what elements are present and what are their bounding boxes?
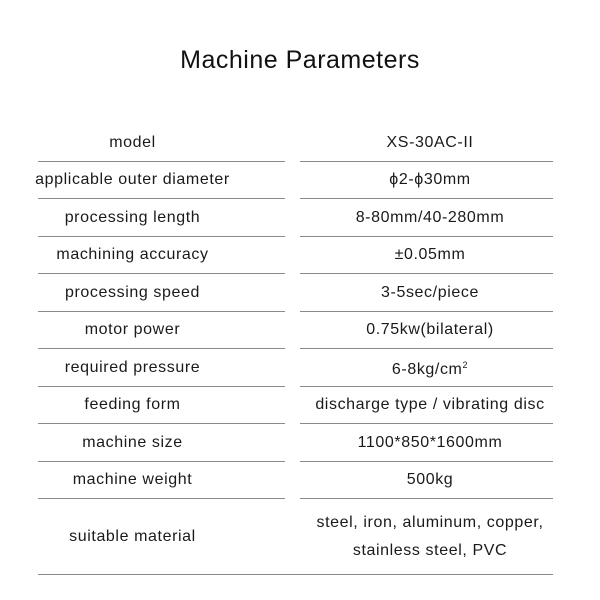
- table-row: [0, 349, 600, 387]
- row-label: suitable material: [69, 528, 196, 545]
- page-title: Machine Parameters: [180, 46, 420, 74]
- table-row: [0, 162, 600, 200]
- table-row: [0, 499, 600, 575]
- row-value: [285, 351, 575, 384]
- row-value: 0.75kw(bilateral): [366, 321, 494, 339]
- row-label: motor power: [84, 321, 181, 339]
- row-value: discharge type / vibrating disc: [315, 396, 545, 414]
- table-row: [0, 424, 600, 462]
- row-value-line: steel, iron, aluminum, copper,: [316, 514, 544, 531]
- row-value: ±0.05mm: [394, 246, 466, 264]
- row-value: 8-80mm/40-280mm: [355, 208, 505, 226]
- row-label: applicable outer diameter: [35, 171, 230, 189]
- row-label: machine weight: [72, 471, 193, 489]
- row-value: XS-30AC-II: [386, 133, 474, 151]
- row-value: [285, 509, 575, 565]
- row-value: 1100*850*1600mm: [357, 433, 503, 451]
- table-row: [0, 312, 600, 350]
- row-label: processing speed: [64, 283, 200, 301]
- table-row: [0, 387, 600, 425]
- row-value: 3-5sec/piece: [381, 283, 479, 301]
- row-value-text: 6-8kg/cm: [391, 361, 463, 379]
- table-row: [0, 199, 600, 237]
- row-label: machining accuracy: [56, 246, 209, 264]
- row-label: model: [109, 133, 156, 151]
- table-row: [0, 124, 600, 162]
- table-row: [0, 237, 600, 275]
- row-value-line: stainless steel, PVC: [352, 542, 508, 559]
- row-label: feeding form: [84, 396, 181, 414]
- parameters-table: [0, 124, 600, 575]
- row-value: ϕ2-ϕ30mm: [389, 171, 471, 189]
- row-value: 500kg: [406, 471, 454, 489]
- row-label: required pressure: [64, 358, 201, 376]
- table-row: [0, 462, 600, 500]
- superscript: 2: [462, 360, 469, 371]
- table-row: [0, 274, 600, 312]
- row-label: machine size: [82, 433, 183, 451]
- row-label: processing length: [64, 208, 201, 226]
